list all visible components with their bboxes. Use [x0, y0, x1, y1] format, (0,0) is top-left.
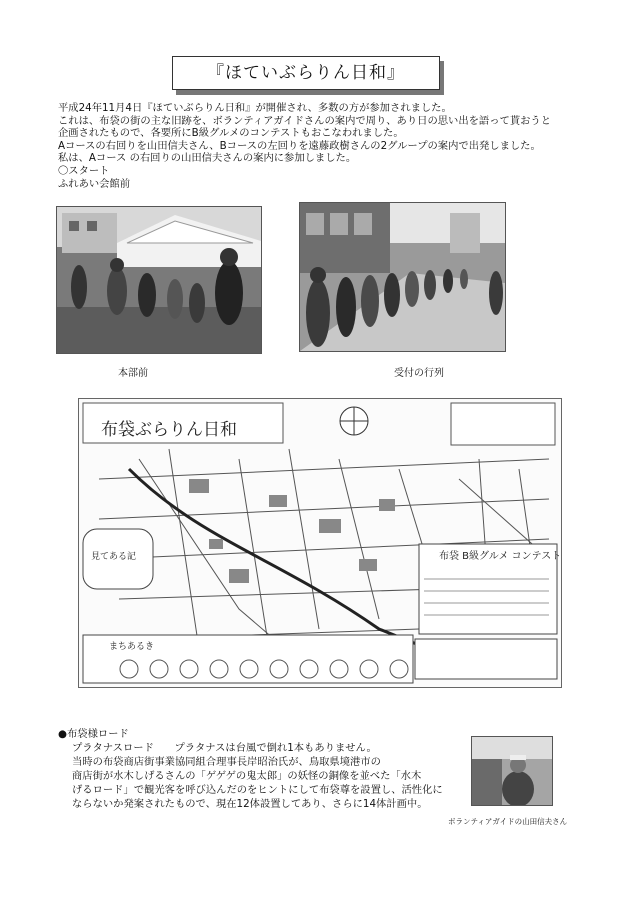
section-body-line: げるロード」で観光客を呼び込んだのをヒントにして布袋尊を設置し、活性化に: [72, 784, 443, 796]
section-hotei-road: [58, 727, 443, 811]
start-heading: 〇スタート: [58, 164, 110, 177]
caption-headquarters: 本部前: [118, 368, 148, 379]
section-body-line: 商店街が水木しげるさんの「ゲゲゲの鬼太郎」の妖怪の銅像を並べた「水木: [72, 770, 422, 782]
caption-volunteer-guide: ボランティアガイドの山田信夫さん: [448, 817, 568, 826]
intro-line: Aコースの右回りを山田信夫さん、Bコースの左回りを遠藤政樹さんの2グループの案内で出発しました。: [58, 139, 541, 152]
section-body-line: ならないか発案されたもので、現在12体設置してあり、さらに14体計画中。: [72, 798, 428, 810]
section-body-line: 当時の布袋商店街事業協同組合理事長岸昭治氏が、鳥取県境港市の: [72, 756, 381, 768]
map-stamp-label: まちあるき: [109, 642, 155, 652]
map-title: 布袋ぶらりん日和: [101, 420, 237, 440]
photo-volunteer-guide: [471, 736, 553, 806]
map-see-label: 見てある記: [91, 552, 137, 562]
caption-reception-queue: 受付の行列: [394, 368, 444, 379]
photo-reception-queue: [299, 202, 506, 352]
section-subheading: プラタナスロード プラタナスは台風で倒れ1本もありません。: [72, 742, 377, 754]
intro-line: これは、布袋の街の主な旧跡を、ボランティアガイドさんの案内で周り、あり日の思い出を語って貰おうと: [58, 114, 552, 127]
section-heading: ●布袋様ロード: [58, 728, 129, 740]
intro-text: [58, 102, 603, 190]
intro-line: 私は、Aコース の右回りの山田信夫さんの案内に参加しました。: [58, 152, 357, 165]
walking-map: [78, 398, 562, 688]
map-contest-title: 布袋 B級グルメ コンテスト: [439, 551, 561, 562]
start-place: ふれあい会館前: [58, 177, 131, 190]
page-title-box: [172, 56, 440, 90]
page-title: 『ほていぶらりん日和』: [207, 63, 405, 83]
photo-headquarters: [56, 206, 262, 354]
intro-line: 平成24年11月4日『ほていぶらりん日和』が開催され、多数の方が参加されました。: [58, 102, 452, 114]
intro-line: 企画されたもので、各要所にB級グルメのコンテストもおこなわれました。: [58, 127, 404, 140]
